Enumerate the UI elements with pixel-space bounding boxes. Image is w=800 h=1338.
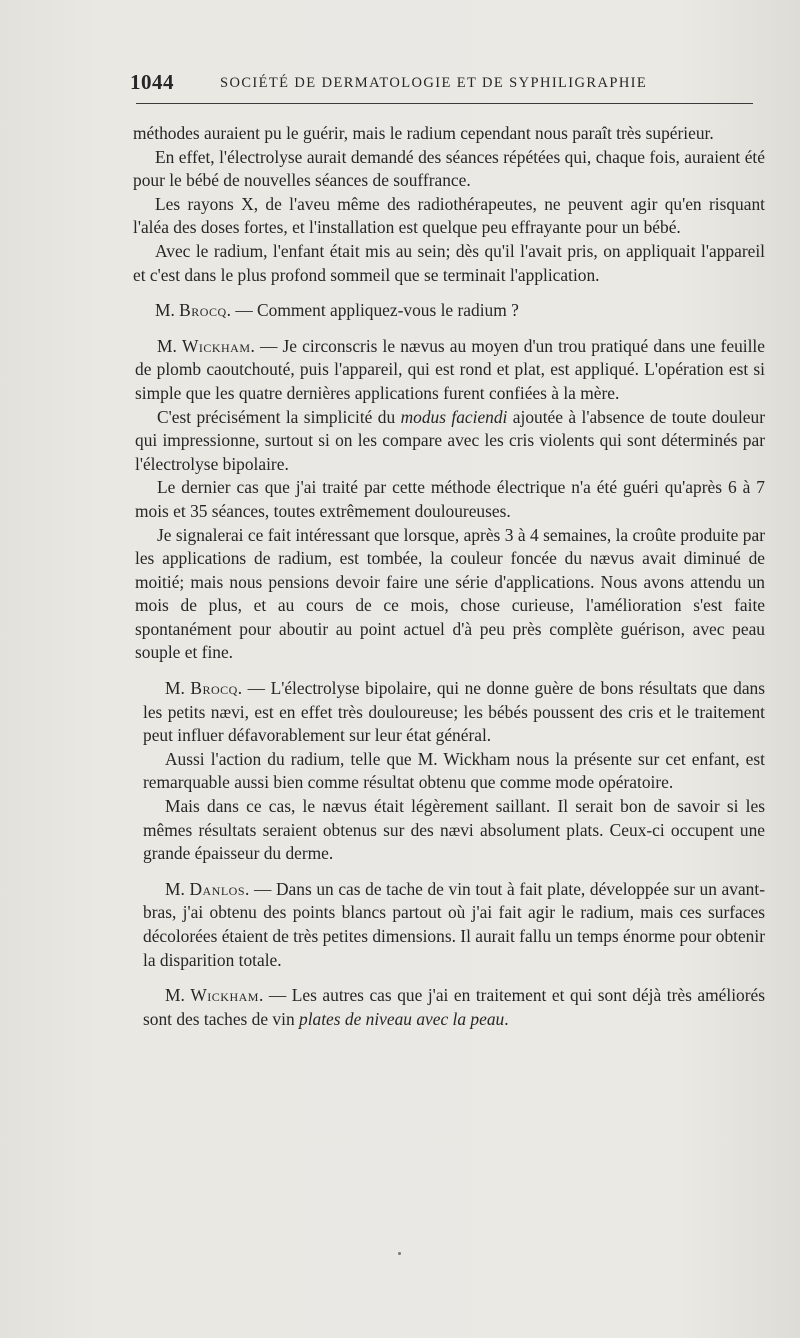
paragraph: Les rayons X, de l'aveu même des radiothérapeutes, ne peuvent agir qu'en risquant l'aléa des doses fortes, et l'installation est quelque peu effrayante pour un bébé.	[133, 193, 765, 238]
page-number: 1044	[130, 70, 174, 94]
paragraph: Le dernier cas que j'ai traité par cette méthode électrique n'a été guéri qu'après 6 à 7 mois et 35 séances, toutes extrêmement douloureuses.	[135, 477, 765, 521]
speaker-prefix: M.	[155, 300, 180, 321]
speech-text: . — Comment appliquez-vous le radium ?	[226, 300, 519, 321]
paragraph: Avec le radium, l'enfant était mis au sein; dès qu'il l'avait pris, on appliquait l'appareil et c'est dans le plus profond sommeil que se terminait l'application.	[133, 240, 765, 285]
paragraph: En effet, l'électrolyse aurait demandé des séances répétées qui, chaque fois, auraient été pour le bébé de nouvelles séances de souffrance.	[133, 146, 765, 191]
running-title: SOCIÉTÉ DE DERMATOLOGIE ET DE SYPHILIGRAPHIE	[220, 75, 648, 91]
speaker-paragraph	[135, 335, 765, 406]
wickham-block	[135, 335, 765, 665]
speech-text: . — L'électrolyse bipolaire, qui ne donne guère de bons résultats que dans les petits nævi, est en effet très douloureuse; les bébés poussent des cris et le traitement peut influer défavorablement sur leur état général.	[143, 678, 765, 746]
page-header	[128, 66, 758, 98]
speaker-name: Brocq	[179, 300, 227, 321]
speaker-name: Danlos	[189, 878, 245, 899]
speaker-paragraph	[143, 878, 765, 972]
speaker-name: Wickham	[181, 335, 251, 356]
print-speck	[398, 1252, 401, 1255]
italic-phrase: plates de niveau avec la peau	[299, 1008, 505, 1029]
italic-term: modus faciendi	[400, 406, 508, 427]
text-segment: C'est précisément la simplicité du	[157, 406, 401, 427]
body-text	[133, 122, 765, 1031]
speech-text: . — Je circonscris le nævus au moyen d'un trou pratiqué dans une feuille de plomb caoutchouté, puis l'appareil, qui est rond et plat, est appliqué. L'opération est si simple que les quatre dernières applications furent confiées à la mère.	[135, 335, 765, 403]
speaker-prefix: M.	[165, 878, 190, 899]
speaker-paragraph	[143, 677, 765, 748]
speech-text: . — Les autres cas que j'ai en traitement et qui sont déjà très améliorés sont des taches de vin	[143, 985, 765, 1029]
paragraph: Je signalerai ce fait intéressant que lorsque, après 3 à 4 semaines, la croûte produite par les applications de radium, est tombée, la couleur foncée du nævus avait diminué de moitié; mais nous pensions devoir faire une série d'applications. Nous avons attendu un mois de plus, et au cours de ce mois, chose curieuse, l'amélioration s'est faite spontanément pour aboutir au point actuel d'à peu près complète guérison, avec peau souple et fine.	[135, 524, 765, 663]
paragraph: Aussi l'action du radium, telle que M. Wickham nous la présente sur cet enfant, est remarquable aussi bien comme résultat obtenu que comme mode opératoire.	[143, 748, 765, 793]
paragraph: Mais dans ce cas, le nævus était légèrement saillant. Il serait bon de savoir si les mêmes résultats seraient obtenus sur des nævi absolument plats. Ceux-ci occupent une grande épaisseur du derme.	[143, 796, 765, 864]
text-segment: .	[504, 1008, 509, 1029]
speaker-paragraph	[133, 299, 765, 323]
speaker-paragraph	[143, 984, 765, 1031]
discussion-block	[143, 677, 765, 1031]
speaker-prefix: M.	[157, 335, 182, 356]
speaker-name: Wickham	[190, 985, 259, 1006]
paragraph-continuation: méthodes auraient pu le guérir, mais le radium cependant nous paraît très supérieur.	[133, 123, 714, 143]
speaker-name: Brocq	[190, 678, 238, 699]
speech-text: . — Dans un cas de tache de vin tout à fait plate, développée sur un avant-bras, j'ai obtenu des points blancs partout où j'ai fait agir le radium, mais ces surfaces décolorées étaient de très petites dimensions. Il aurait fallu un temps énorme pour obtenir la disparition totale.	[143, 878, 766, 970]
text-segment: ajoutée à l'absence de toute douleur qui impressionne, surtout si on les compare avec les cris violents qui sont déterminés par l'électrolyse bipolaire.	[135, 406, 765, 474]
paragraph	[135, 406, 765, 477]
speaker-prefix: M.	[165, 678, 191, 699]
header-rule	[136, 103, 753, 104]
speaker-prefix: M.	[165, 985, 191, 1006]
